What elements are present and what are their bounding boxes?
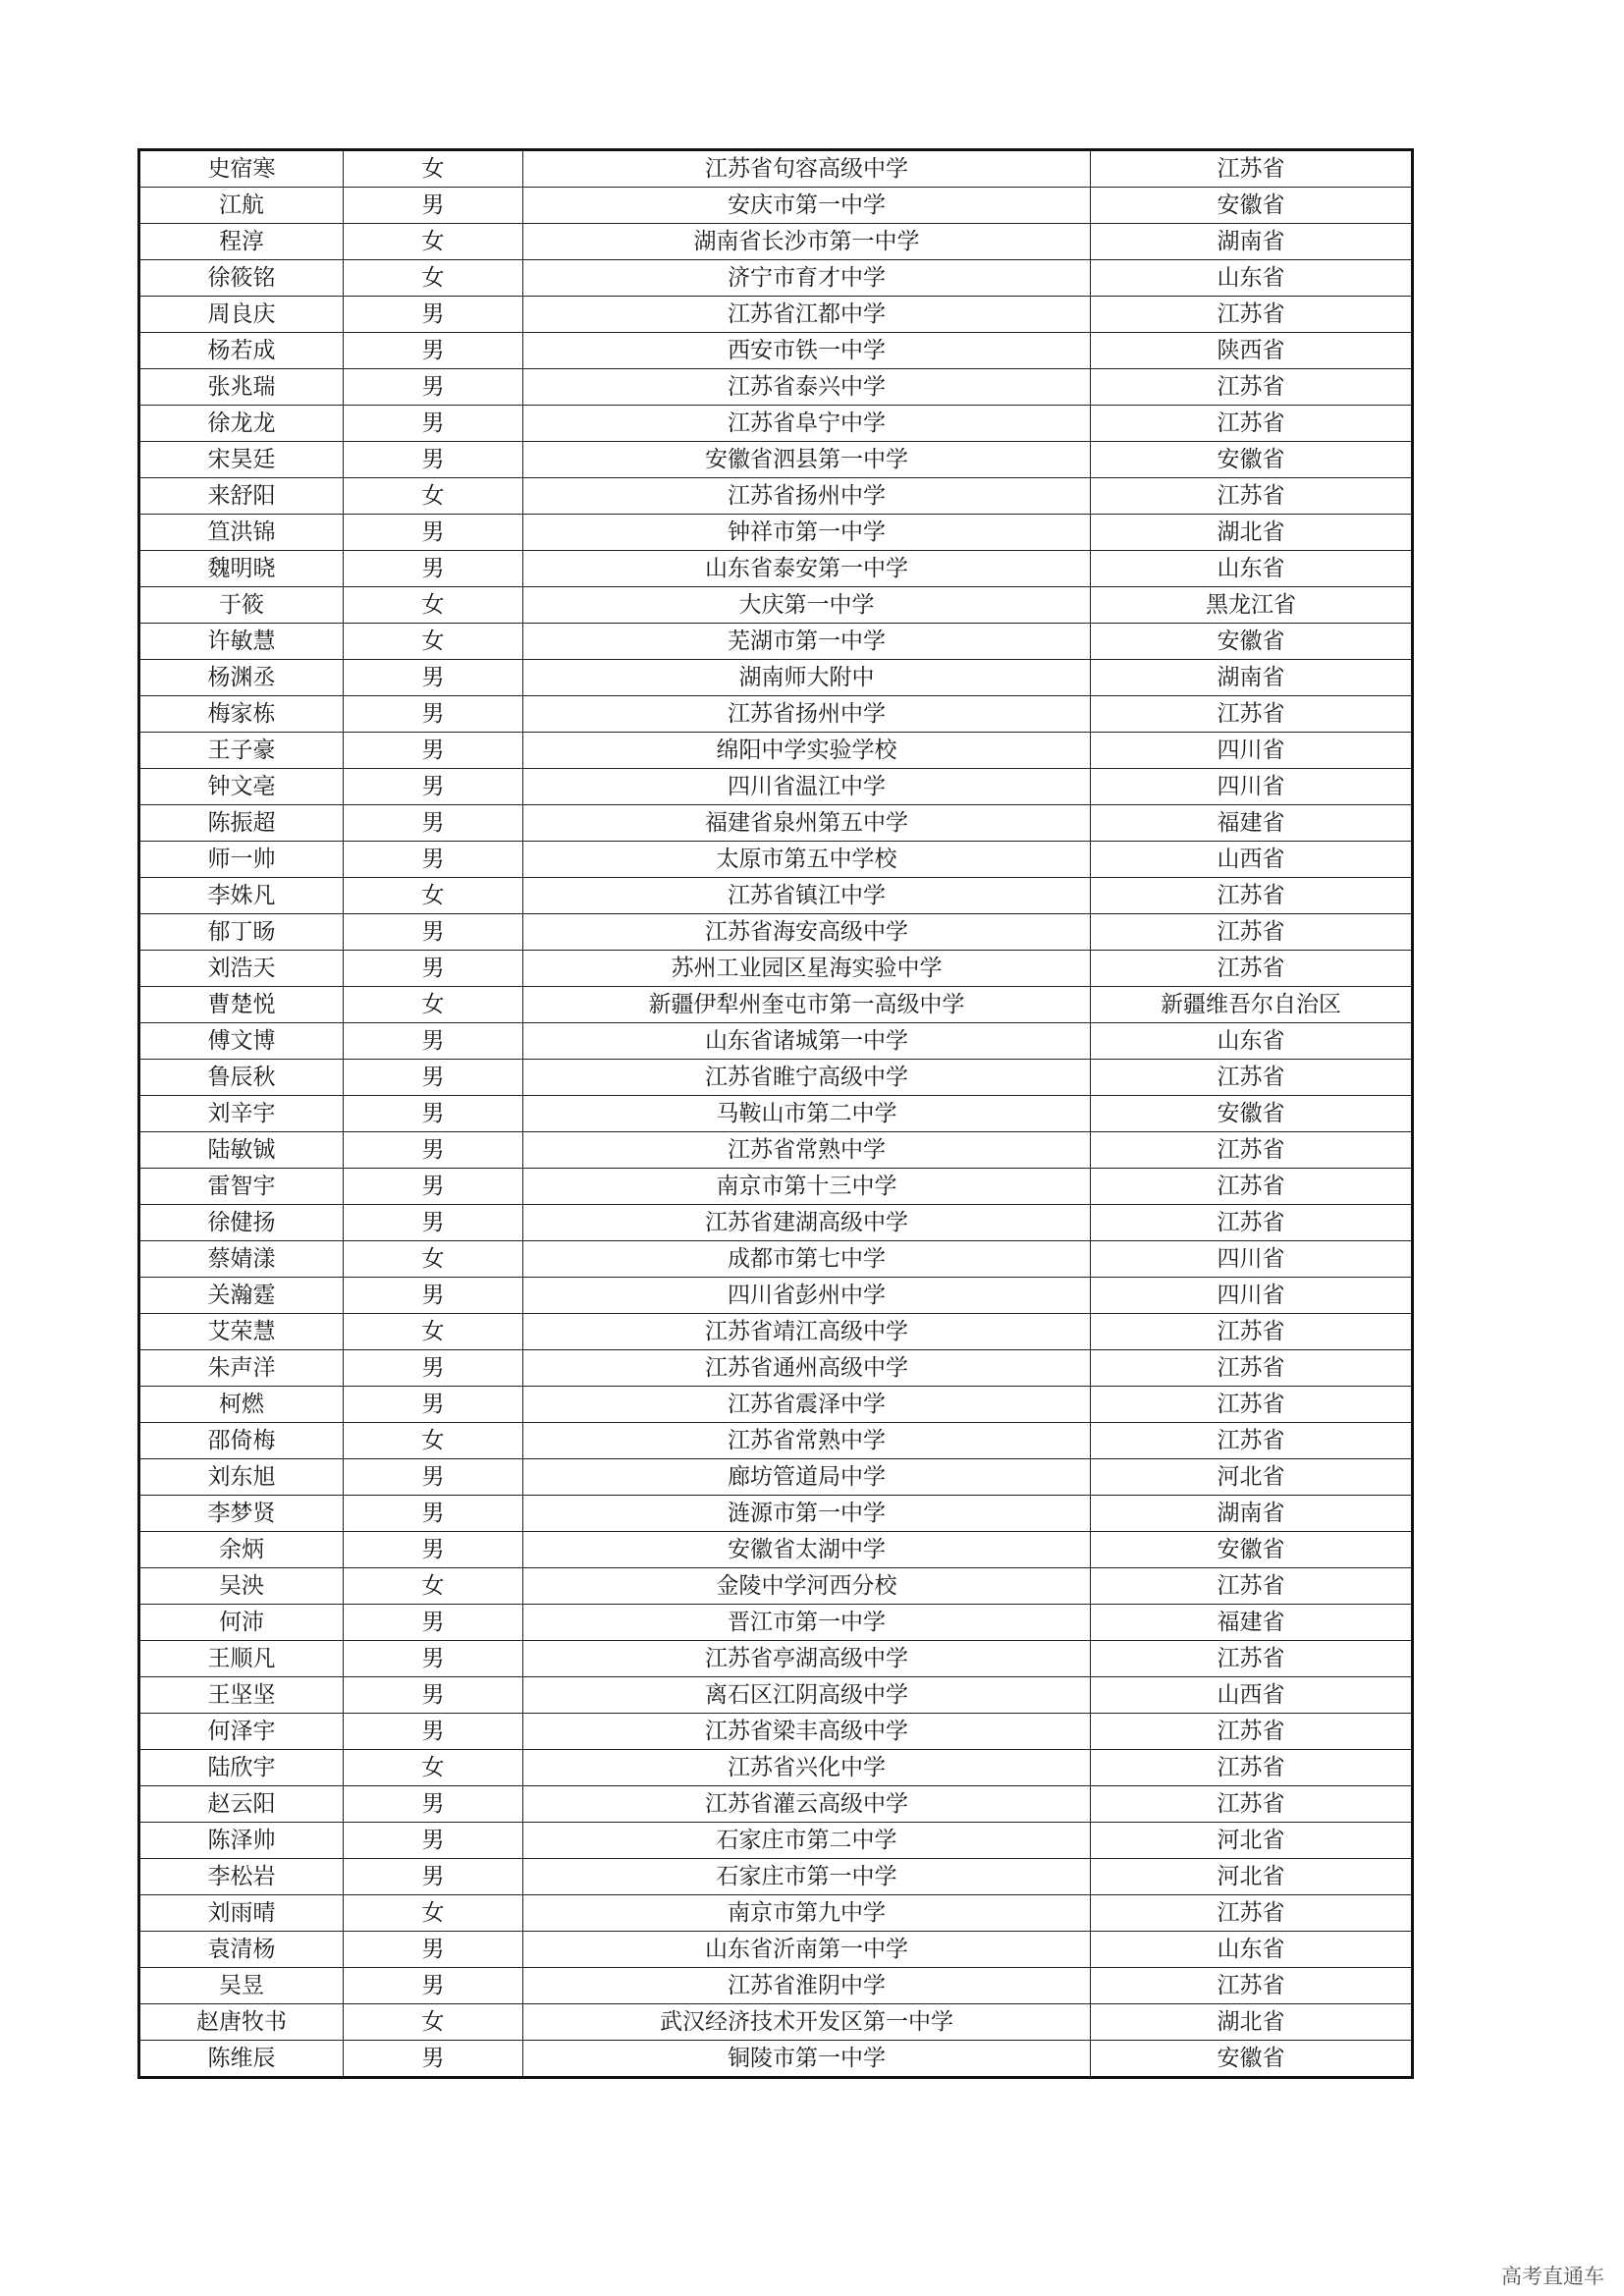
province-cell: 江苏省 bbox=[1091, 1641, 1413, 1677]
gender-cell: 男 bbox=[344, 551, 523, 587]
province-cell: 福建省 bbox=[1091, 805, 1413, 842]
student-name-cell: 雷智宇 bbox=[139, 1169, 344, 1205]
province-cell: 安徽省 bbox=[1091, 624, 1413, 660]
gender-cell: 男 bbox=[344, 1932, 523, 1968]
school-cell: 江苏省睢宁高级中学 bbox=[523, 1060, 1091, 1096]
table-row bbox=[139, 150, 1413, 188]
gender-cell: 女 bbox=[344, 1423, 523, 1459]
student-name-cell: 杨渊丞 bbox=[139, 660, 344, 696]
table-row bbox=[139, 1532, 1413, 1568]
student-roster-table bbox=[137, 148, 1414, 2079]
school-cell: 江苏省江都中学 bbox=[523, 297, 1091, 333]
student-name-cell: 赵唐牧书 bbox=[139, 2004, 344, 2041]
student-name-cell: 许敏慧 bbox=[139, 624, 344, 660]
school-cell: 铜陵市第一中学 bbox=[523, 2041, 1091, 2078]
table-row bbox=[139, 805, 1413, 842]
province-cell: 江苏省 bbox=[1091, 1568, 1413, 1605]
gender-cell: 女 bbox=[344, 1750, 523, 1786]
gender-cell: 男 bbox=[344, 733, 523, 769]
school-cell: 马鞍山市第二中学 bbox=[523, 1096, 1091, 1132]
table-row bbox=[139, 1096, 1413, 1132]
table-row bbox=[139, 2004, 1413, 2041]
gender-cell: 男 bbox=[344, 1459, 523, 1496]
student-name-cell: 宋昊廷 bbox=[139, 442, 344, 478]
province-cell: 四川省 bbox=[1091, 1241, 1413, 1278]
table-row bbox=[139, 624, 1413, 660]
province-cell: 江苏省 bbox=[1091, 1750, 1413, 1786]
school-cell: 江苏省梁丰高级中学 bbox=[523, 1714, 1091, 1750]
gender-cell: 男 bbox=[344, 1968, 523, 2004]
school-cell: 武汉经济技术开发区第一中学 bbox=[523, 2004, 1091, 2041]
school-cell: 石家庄市第一中学 bbox=[523, 1859, 1091, 1895]
school-cell: 江苏省建湖高级中学 bbox=[523, 1205, 1091, 1241]
table-row bbox=[139, 587, 1413, 624]
school-cell: 涟源市第一中学 bbox=[523, 1496, 1091, 1532]
school-cell: 新疆伊犁州奎屯市第一高级中学 bbox=[523, 987, 1091, 1023]
student-name-cell: 刘辛宇 bbox=[139, 1096, 344, 1132]
gender-cell: 男 bbox=[344, 1169, 523, 1205]
student-name-cell: 曹楚悦 bbox=[139, 987, 344, 1023]
table-row bbox=[139, 1823, 1413, 1859]
table-row bbox=[139, 260, 1413, 297]
gender-cell: 女 bbox=[344, 587, 523, 624]
school-cell: 四川省彭州中学 bbox=[523, 1278, 1091, 1314]
table-row bbox=[139, 842, 1413, 878]
school-cell: 江苏省扬州中学 bbox=[523, 478, 1091, 515]
student-name-cell: 余炳 bbox=[139, 1532, 344, 1568]
student-name-cell: 徐健扬 bbox=[139, 1205, 344, 1241]
student-name-cell: 徐龙龙 bbox=[139, 406, 344, 442]
table-row bbox=[139, 1786, 1413, 1823]
table-row bbox=[139, 1278, 1413, 1314]
province-cell: 湖南省 bbox=[1091, 660, 1413, 696]
table-row bbox=[139, 1387, 1413, 1423]
student-name-cell: 刘雨晴 bbox=[139, 1895, 344, 1932]
gender-cell: 男 bbox=[344, 333, 523, 369]
school-cell: 江苏省句容高级中学 bbox=[523, 150, 1091, 188]
student-name-cell: 鲁辰秋 bbox=[139, 1060, 344, 1096]
student-name-cell: 师一帅 bbox=[139, 842, 344, 878]
province-cell: 湖北省 bbox=[1091, 515, 1413, 551]
province-cell: 四川省 bbox=[1091, 769, 1413, 805]
gender-cell: 男 bbox=[344, 1496, 523, 1532]
province-cell: 江苏省 bbox=[1091, 1205, 1413, 1241]
table-row bbox=[139, 1568, 1413, 1605]
student-name-cell: 周良庆 bbox=[139, 297, 344, 333]
school-cell: 南京市第九中学 bbox=[523, 1895, 1091, 1932]
school-cell: 安徽省太湖中学 bbox=[523, 1532, 1091, 1568]
province-cell: 河北省 bbox=[1091, 1459, 1413, 1496]
table-row bbox=[139, 1968, 1413, 2004]
gender-cell: 男 bbox=[344, 1677, 523, 1714]
province-cell: 江苏省 bbox=[1091, 1387, 1413, 1423]
school-cell: 太原市第五中学校 bbox=[523, 842, 1091, 878]
table-row bbox=[139, 333, 1413, 369]
gender-cell: 男 bbox=[344, 660, 523, 696]
school-cell: 江苏省灌云高级中学 bbox=[523, 1786, 1091, 1823]
student-name-cell: 吴泱 bbox=[139, 1568, 344, 1605]
gender-cell: 男 bbox=[344, 1387, 523, 1423]
table-row bbox=[139, 442, 1413, 478]
table-row bbox=[139, 660, 1413, 696]
gender-cell: 女 bbox=[344, 1895, 523, 1932]
school-cell: 成都市第七中学 bbox=[523, 1241, 1091, 1278]
gender-cell: 男 bbox=[344, 769, 523, 805]
school-cell: 金陵中学河西分校 bbox=[523, 1568, 1091, 1605]
gender-cell: 男 bbox=[344, 2041, 523, 2078]
gender-cell: 女 bbox=[344, 1241, 523, 1278]
student-name-cell: 江航 bbox=[139, 188, 344, 224]
student-name-cell: 陆敏铖 bbox=[139, 1132, 344, 1169]
gender-cell: 男 bbox=[344, 842, 523, 878]
school-cell: 江苏省淮阴中学 bbox=[523, 1968, 1091, 2004]
school-cell: 苏州工业园区星海实验中学 bbox=[523, 951, 1091, 987]
table-row bbox=[139, 1205, 1413, 1241]
student-name-cell: 柯燃 bbox=[139, 1387, 344, 1423]
gender-cell: 男 bbox=[344, 188, 523, 224]
student-name-cell: 李松岩 bbox=[139, 1859, 344, 1895]
school-cell: 济宁市育才中学 bbox=[523, 260, 1091, 297]
school-cell: 安徽省泗县第一中学 bbox=[523, 442, 1091, 478]
table-row bbox=[139, 1895, 1413, 1932]
gender-cell: 女 bbox=[344, 624, 523, 660]
gender-cell: 女 bbox=[344, 1314, 523, 1350]
gender-cell: 女 bbox=[344, 478, 523, 515]
school-cell: 江苏省靖江高级中学 bbox=[523, 1314, 1091, 1350]
province-cell: 江苏省 bbox=[1091, 1169, 1413, 1205]
table-row bbox=[139, 188, 1413, 224]
gender-cell: 男 bbox=[344, 1641, 523, 1677]
gender-cell: 男 bbox=[344, 1205, 523, 1241]
student-name-cell: 王坚坚 bbox=[139, 1677, 344, 1714]
table-row bbox=[139, 696, 1413, 733]
table-row bbox=[139, 1241, 1413, 1278]
student-name-cell: 王顺凡 bbox=[139, 1641, 344, 1677]
gender-cell: 男 bbox=[344, 515, 523, 551]
province-cell: 山东省 bbox=[1091, 551, 1413, 587]
table-row bbox=[139, 1496, 1413, 1532]
school-cell: 西安市铁一中学 bbox=[523, 333, 1091, 369]
province-cell: 安徽省 bbox=[1091, 1096, 1413, 1132]
school-cell: 江苏省通州高级中学 bbox=[523, 1350, 1091, 1387]
table-row bbox=[139, 551, 1413, 587]
roster-body bbox=[139, 150, 1413, 2078]
province-cell: 江苏省 bbox=[1091, 696, 1413, 733]
student-name-cell: 何沛 bbox=[139, 1605, 344, 1641]
school-cell: 离石区江阴高级中学 bbox=[523, 1677, 1091, 1714]
table-row bbox=[139, 406, 1413, 442]
student-name-cell: 魏明晓 bbox=[139, 551, 344, 587]
gender-cell: 男 bbox=[344, 1605, 523, 1641]
province-cell: 安徽省 bbox=[1091, 2041, 1413, 2078]
province-cell: 四川省 bbox=[1091, 733, 1413, 769]
student-name-cell: 来舒阳 bbox=[139, 478, 344, 515]
province-cell: 山东省 bbox=[1091, 1932, 1413, 1968]
student-name-cell: 吴昱 bbox=[139, 1968, 344, 2004]
student-name-cell: 陈维辰 bbox=[139, 2041, 344, 2078]
student-name-cell: 刘东旭 bbox=[139, 1459, 344, 1496]
student-name-cell: 李梦贤 bbox=[139, 1496, 344, 1532]
gender-cell: 女 bbox=[344, 1568, 523, 1605]
province-cell: 河北省 bbox=[1091, 1823, 1413, 1859]
table-row bbox=[139, 769, 1413, 805]
gender-cell: 女 bbox=[344, 878, 523, 914]
student-name-cell: 傅文博 bbox=[139, 1023, 344, 1060]
student-name-cell: 陆欣宇 bbox=[139, 1750, 344, 1786]
student-name-cell: 邵倚梅 bbox=[139, 1423, 344, 1459]
school-cell: 江苏省兴化中学 bbox=[523, 1750, 1091, 1786]
student-name-cell: 陈振超 bbox=[139, 805, 344, 842]
school-cell: 山东省沂南第一中学 bbox=[523, 1932, 1091, 1968]
gender-cell: 男 bbox=[344, 1823, 523, 1859]
table-row bbox=[139, 369, 1413, 406]
student-name-cell: 王子豪 bbox=[139, 733, 344, 769]
province-cell: 江苏省 bbox=[1091, 150, 1413, 188]
province-cell: 新疆维吾尔自治区 bbox=[1091, 987, 1413, 1023]
student-name-cell: 陈泽帅 bbox=[139, 1823, 344, 1859]
student-name-cell: 赵云阳 bbox=[139, 1786, 344, 1823]
table-row bbox=[139, 878, 1413, 914]
gender-cell: 男 bbox=[344, 1023, 523, 1060]
table-row bbox=[139, 951, 1413, 987]
province-cell: 江苏省 bbox=[1091, 406, 1413, 442]
province-cell: 安徽省 bbox=[1091, 442, 1413, 478]
province-cell: 江苏省 bbox=[1091, 1895, 1413, 1932]
province-cell: 山西省 bbox=[1091, 842, 1413, 878]
school-cell: 廊坊管道局中学 bbox=[523, 1459, 1091, 1496]
province-cell: 福建省 bbox=[1091, 1605, 1413, 1641]
school-cell: 江苏省泰兴中学 bbox=[523, 369, 1091, 406]
table-row bbox=[139, 1677, 1413, 1714]
gender-cell: 男 bbox=[344, 442, 523, 478]
school-cell: 晋江市第一中学 bbox=[523, 1605, 1091, 1641]
school-cell: 湖南省长沙市第一中学 bbox=[523, 224, 1091, 260]
gender-cell: 男 bbox=[344, 1132, 523, 1169]
student-name-cell: 史宿寒 bbox=[139, 150, 344, 188]
province-cell: 江苏省 bbox=[1091, 1350, 1413, 1387]
province-cell: 陕西省 bbox=[1091, 333, 1413, 369]
province-cell: 四川省 bbox=[1091, 1278, 1413, 1314]
gender-cell: 男 bbox=[344, 1096, 523, 1132]
table-row bbox=[139, 1714, 1413, 1750]
gender-cell: 女 bbox=[344, 150, 523, 188]
student-name-cell: 何泽宇 bbox=[139, 1714, 344, 1750]
school-cell: 安庆市第一中学 bbox=[523, 188, 1091, 224]
table-row bbox=[139, 478, 1413, 515]
table-row bbox=[139, 733, 1413, 769]
gender-cell: 男 bbox=[344, 1532, 523, 1568]
student-name-cell: 李姝凡 bbox=[139, 878, 344, 914]
gender-cell: 男 bbox=[344, 951, 523, 987]
student-name-cell: 钟文亳 bbox=[139, 769, 344, 805]
province-cell: 江苏省 bbox=[1091, 369, 1413, 406]
province-cell: 江苏省 bbox=[1091, 478, 1413, 515]
table-row bbox=[139, 1641, 1413, 1677]
gender-cell: 男 bbox=[344, 297, 523, 333]
gender-cell: 女 bbox=[344, 224, 523, 260]
gender-cell: 男 bbox=[344, 1859, 523, 1895]
province-cell: 江苏省 bbox=[1091, 1968, 1413, 2004]
province-cell: 安徽省 bbox=[1091, 188, 1413, 224]
table-row bbox=[139, 914, 1413, 951]
student-name-cell: 杨若成 bbox=[139, 333, 344, 369]
province-cell: 黑龙江省 bbox=[1091, 587, 1413, 624]
gender-cell: 男 bbox=[344, 696, 523, 733]
table-row bbox=[139, 987, 1413, 1023]
table-row bbox=[139, 1859, 1413, 1895]
province-cell: 江苏省 bbox=[1091, 1786, 1413, 1823]
province-cell: 江苏省 bbox=[1091, 1132, 1413, 1169]
table-row bbox=[139, 1169, 1413, 1205]
gender-cell: 女 bbox=[344, 987, 523, 1023]
table-row bbox=[139, 1932, 1413, 1968]
school-cell: 湖南师大附中 bbox=[523, 660, 1091, 696]
gender-cell: 女 bbox=[344, 2004, 523, 2041]
table-row bbox=[139, 1314, 1413, 1350]
school-cell: 南京市第十三中学 bbox=[523, 1169, 1091, 1205]
province-cell: 江苏省 bbox=[1091, 1714, 1413, 1750]
province-cell: 江苏省 bbox=[1091, 297, 1413, 333]
table-row bbox=[139, 1459, 1413, 1496]
gender-cell: 男 bbox=[344, 1278, 523, 1314]
school-cell: 福建省泉州第五中学 bbox=[523, 805, 1091, 842]
table-row bbox=[139, 1423, 1413, 1459]
province-cell: 江苏省 bbox=[1091, 914, 1413, 951]
table-row bbox=[139, 2041, 1413, 2078]
student-name-cell: 梅家栋 bbox=[139, 696, 344, 733]
school-cell: 山东省诸城第一中学 bbox=[523, 1023, 1091, 1060]
gender-cell: 男 bbox=[344, 406, 523, 442]
student-name-cell: 徐筱铭 bbox=[139, 260, 344, 297]
school-cell: 石家庄市第二中学 bbox=[523, 1823, 1091, 1859]
gender-cell: 男 bbox=[344, 369, 523, 406]
table-row bbox=[139, 515, 1413, 551]
student-name-cell: 刘浩天 bbox=[139, 951, 344, 987]
student-name-cell: 蔡婧漾 bbox=[139, 1241, 344, 1278]
school-cell: 大庆第一中学 bbox=[523, 587, 1091, 624]
school-cell: 江苏省海安高级中学 bbox=[523, 914, 1091, 951]
table-row bbox=[139, 224, 1413, 260]
student-name-cell: 关瀚霆 bbox=[139, 1278, 344, 1314]
province-cell: 山西省 bbox=[1091, 1677, 1413, 1714]
province-cell: 江苏省 bbox=[1091, 951, 1413, 987]
school-cell: 江苏省常熟中学 bbox=[523, 1423, 1091, 1459]
province-cell: 安徽省 bbox=[1091, 1532, 1413, 1568]
table-row bbox=[139, 1132, 1413, 1169]
student-name-cell: 于筱 bbox=[139, 587, 344, 624]
school-cell: 四川省温江中学 bbox=[523, 769, 1091, 805]
student-name-cell: 艾荣慧 bbox=[139, 1314, 344, 1350]
province-cell: 湖南省 bbox=[1091, 1496, 1413, 1532]
province-cell: 湖南省 bbox=[1091, 224, 1413, 260]
gender-cell: 男 bbox=[344, 805, 523, 842]
province-cell: 河北省 bbox=[1091, 1859, 1413, 1895]
school-cell: 绵阳中学实验学校 bbox=[523, 733, 1091, 769]
gender-cell: 男 bbox=[344, 1060, 523, 1096]
student-name-cell: 袁清杨 bbox=[139, 1932, 344, 1968]
school-cell: 江苏省镇江中学 bbox=[523, 878, 1091, 914]
province-cell: 山东省 bbox=[1091, 1023, 1413, 1060]
watermark: 高考直通车 bbox=[1501, 2265, 1604, 2288]
student-name-cell: 笪洪锦 bbox=[139, 515, 344, 551]
province-cell: 江苏省 bbox=[1091, 1314, 1413, 1350]
province-cell: 江苏省 bbox=[1091, 1423, 1413, 1459]
school-cell: 江苏省震泽中学 bbox=[523, 1387, 1091, 1423]
school-cell: 江苏省阜宁中学 bbox=[523, 406, 1091, 442]
student-name-cell: 郁丁旸 bbox=[139, 914, 344, 951]
province-cell: 江苏省 bbox=[1091, 1060, 1413, 1096]
table-row bbox=[139, 1060, 1413, 1096]
student-name-cell: 张兆瑞 bbox=[139, 369, 344, 406]
school-cell: 江苏省扬州中学 bbox=[523, 696, 1091, 733]
gender-cell: 男 bbox=[344, 1714, 523, 1750]
school-cell: 江苏省常熟中学 bbox=[523, 1132, 1091, 1169]
table-row bbox=[139, 297, 1413, 333]
school-cell: 芜湖市第一中学 bbox=[523, 624, 1091, 660]
student-name-cell: 朱声洋 bbox=[139, 1350, 344, 1387]
school-cell: 钟祥市第一中学 bbox=[523, 515, 1091, 551]
gender-cell: 男 bbox=[344, 1786, 523, 1823]
table-row bbox=[139, 1750, 1413, 1786]
school-cell: 山东省泰安第一中学 bbox=[523, 551, 1091, 587]
province-cell: 山东省 bbox=[1091, 260, 1413, 297]
school-cell: 江苏省亭湖高级中学 bbox=[523, 1641, 1091, 1677]
student-name-cell: 程淳 bbox=[139, 224, 344, 260]
gender-cell: 女 bbox=[344, 260, 523, 297]
table-row bbox=[139, 1605, 1413, 1641]
gender-cell: 男 bbox=[344, 1350, 523, 1387]
table-row bbox=[139, 1023, 1413, 1060]
province-cell: 湖北省 bbox=[1091, 2004, 1413, 2041]
table-row bbox=[139, 1350, 1413, 1387]
province-cell: 江苏省 bbox=[1091, 878, 1413, 914]
gender-cell: 男 bbox=[344, 914, 523, 951]
